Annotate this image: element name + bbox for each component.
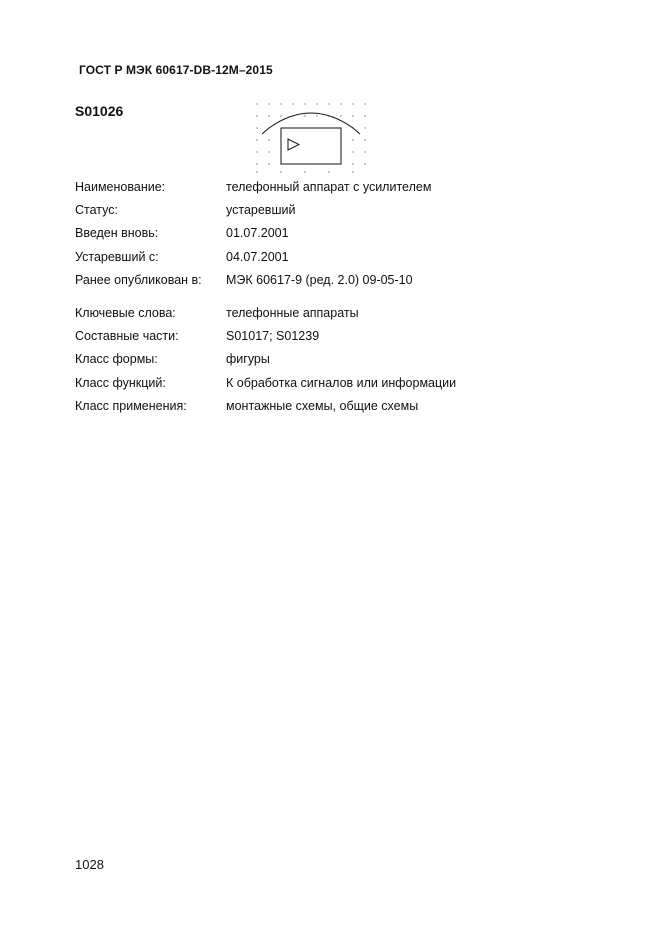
property-label: Класс функций:: [75, 375, 166, 390]
property-label: Ранее опубликован в:: [75, 272, 202, 287]
property-label: Класс применения:: [75, 398, 187, 413]
property-value: телефонные аппараты: [226, 305, 359, 320]
property-label: Наименование:: [75, 180, 166, 194]
property-value: телефонный аппарат с усилителем: [226, 180, 432, 194]
property-value: фигуры: [226, 352, 270, 367]
symbol-code: S01026: [75, 103, 124, 119]
property-label: Статус:: [75, 203, 118, 218]
property-value: 01.07.2001: [226, 226, 289, 241]
property-label: Ключевые слова:: [75, 305, 176, 320]
property-value: монтажные схемы, общие схемы: [226, 398, 419, 413]
telephone-amplifier-symbol-icon: [255, 102, 367, 174]
property-label: Составные части:: [75, 329, 179, 344]
page-number: 1028: [75, 857, 104, 872]
property-value: МЭК 60617-9 (ред. 2.0) 09-05-10: [226, 272, 413, 287]
property-label: Введен вновь:: [75, 226, 159, 241]
property-value: устаревший: [226, 203, 296, 218]
property-value: 04.07.2001: [226, 249, 289, 264]
telephone-body: [281, 128, 341, 164]
property-label: Устаревший с:: [75, 249, 159, 264]
document-header: ГОСТ Р МЭК 60617-DB-12M–2015: [79, 63, 273, 77]
property-label: Класс формы:: [75, 352, 158, 367]
property-value: S01017; S01239: [226, 329, 320, 344]
property-value: К обработка сигналов или информации: [226, 375, 457, 390]
